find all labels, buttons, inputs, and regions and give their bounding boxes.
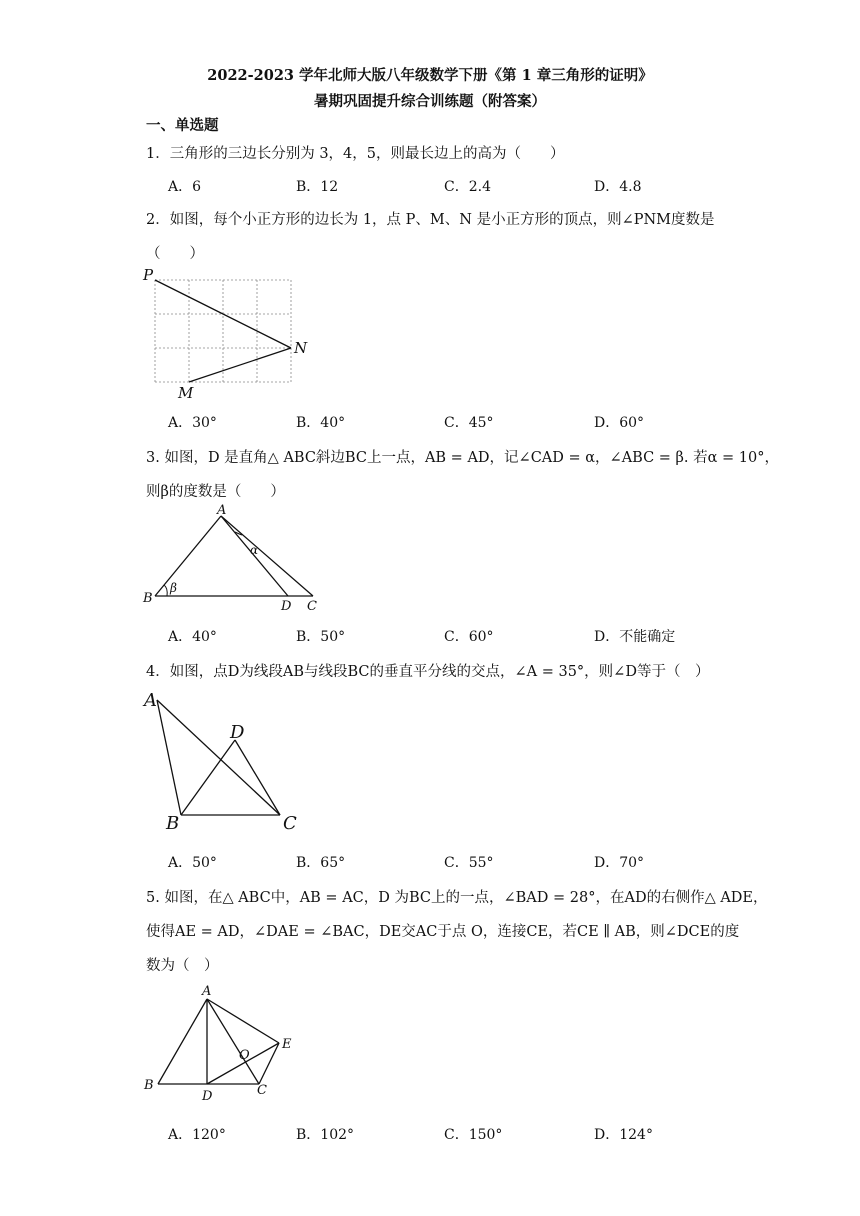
document-title-line2: 暑期巩固提升综合训练题（附答案） xyxy=(314,93,546,110)
segment-ab xyxy=(155,516,221,596)
document-title-line1: 2022-2023 学年北师大版八年级数学下册《第 1 章三角形的证明》 xyxy=(207,67,653,84)
question-3-option-d: D．不能确定 xyxy=(594,629,676,645)
point-label-c: C xyxy=(257,1083,267,1098)
question-3-option-a: A．40° xyxy=(168,629,217,645)
question-2-figure xyxy=(140,262,320,404)
point-label-p: P xyxy=(143,266,154,284)
question-5-option-b: B．102° xyxy=(296,1127,355,1143)
question-4-option-d: D．70° xyxy=(594,855,645,871)
question-5-option-c: C．150° xyxy=(444,1127,503,1143)
question-5-figure xyxy=(140,980,310,1108)
question-1-option-b: B．12 xyxy=(296,179,339,195)
question-5-stem-line3: 数为（ ） xyxy=(146,958,219,974)
segment-ab xyxy=(157,700,181,815)
question-3-option-b: B．50° xyxy=(296,629,346,645)
question-4-option-c: C．55° xyxy=(444,855,494,871)
point-label-d: D xyxy=(281,599,292,614)
question-3-stem-line2: 则β的度数是（ ） xyxy=(146,484,285,500)
segment-ac xyxy=(221,516,313,596)
question-2-stem-line2: （ ） xyxy=(146,246,204,262)
grid xyxy=(155,280,291,382)
question-1-option-d: D．4.8 xyxy=(594,179,642,195)
angle-beta-arc xyxy=(164,585,167,596)
question-1-stem: 1．三角形的三边长分别为 3，4，5，则最长边上的高为（ ） xyxy=(146,146,565,162)
point-label-a: A xyxy=(144,690,157,711)
segment-dc xyxy=(235,740,280,815)
segment-mn xyxy=(189,348,291,382)
question-5-option-a: A．120° xyxy=(168,1127,226,1143)
point-label-b: B xyxy=(166,813,180,834)
point-label-a: A xyxy=(217,503,227,518)
point-label-b: B xyxy=(143,591,153,606)
segment-bd xyxy=(181,740,235,815)
question-4-figure xyxy=(140,684,310,834)
question-1-option-c: C．2.4 xyxy=(444,179,491,195)
point-label-n: N xyxy=(294,339,308,357)
question-1-option-a: A．6 xyxy=(168,179,202,195)
question-4-option-b: B．65° xyxy=(296,855,346,871)
question-2-option-b: B．40° xyxy=(296,415,346,431)
question-3-stem-line1: 3. 如图，D 是直角△ ABC斜边BC上一点，AB = AD，记∠CAD = α，∠ABC = β. 若α = 10°， xyxy=(146,450,780,466)
question-5-option-d: D．124° xyxy=(594,1127,653,1143)
question-3-option-c: C．60° xyxy=(444,629,494,645)
question-5-stem-line2: 使得AE = AD，∠DAE = ∠BAC，DE交AC于点 O，连接CE，若CE ∥ AB，则∠DCE的度 xyxy=(146,924,740,940)
angle-label-alpha: α xyxy=(250,543,259,557)
point-label-c: C xyxy=(283,813,297,834)
question-3-figure xyxy=(140,502,330,614)
segment-ab xyxy=(158,999,207,1084)
question-2-option-a: A．30° xyxy=(168,415,217,431)
question-2-option-d: D．60° xyxy=(594,415,645,431)
angle-label-beta: β xyxy=(170,581,177,595)
question-2-option-c: C．45° xyxy=(444,415,494,431)
point-label-e: E xyxy=(282,1037,292,1052)
segment-ac xyxy=(157,700,280,815)
segment-ac xyxy=(207,999,259,1084)
point-label-c: C xyxy=(307,599,317,614)
question-2-stem-line1: 2．如图，每个小正方形的边长为 1，点 P、M、N 是小正方形的顶点，则∠PNM度数是 xyxy=(146,212,715,228)
question-4-option-a: A．50° xyxy=(168,855,217,871)
point-label-m: M xyxy=(178,384,194,402)
section-heading: 一、单选题 xyxy=(146,117,219,134)
question-5-stem-line1: 5. 如图，在△ ABC中，AB = AC，D 为BC上的一点，∠BAD = 28°，在AD的右侧作△ ADE， xyxy=(146,890,768,906)
segment-ae xyxy=(207,999,279,1043)
point-label-d: D xyxy=(202,1089,213,1104)
point-label-b: B xyxy=(144,1078,154,1093)
point-label-d: D xyxy=(230,722,245,743)
point-label-a: A xyxy=(202,984,212,999)
point-label-o: O xyxy=(239,1048,250,1063)
question-4-stem: 4．如图，点D为线段AB与线段BC的垂直平分线的交点，∠A = 35°，则∠D等于（ ） xyxy=(146,664,710,680)
